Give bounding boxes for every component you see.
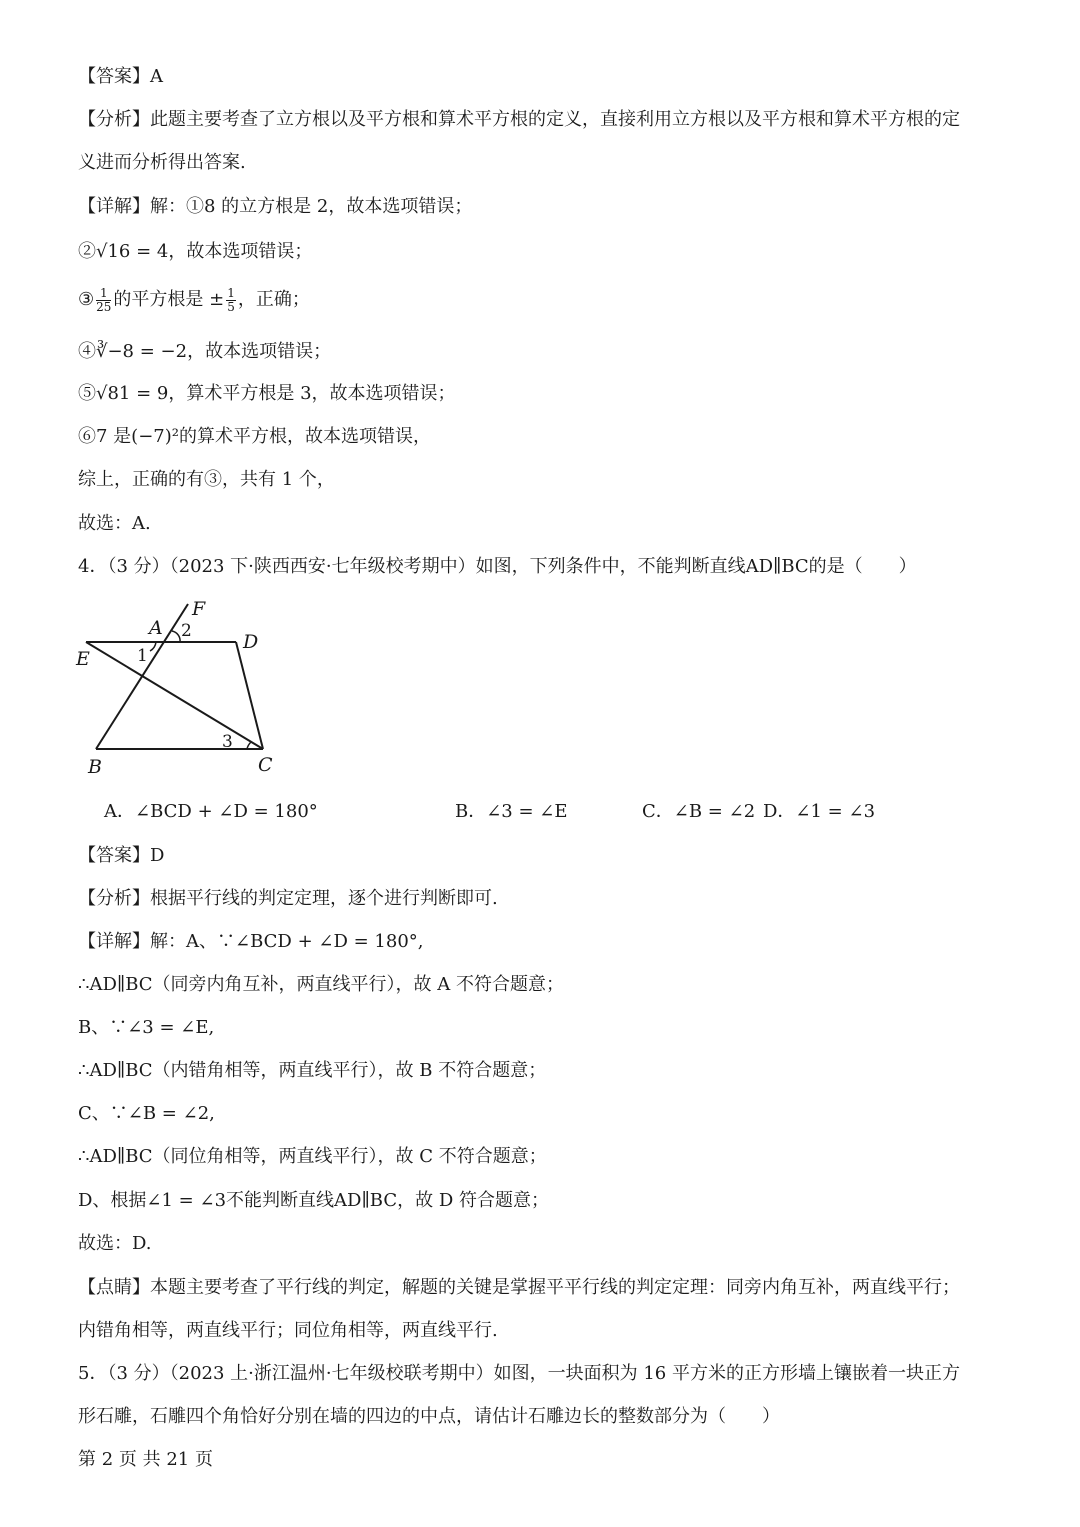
q3-detail-4: ④∛−8 = −2，故本选项错误； — [78, 341, 332, 362]
q4-detail-6: ∴AD∥BC（同位角相等，两直线平行），故 C 不符合题意； — [78, 1146, 547, 1167]
q3-choice: 故选：A. — [78, 513, 151, 534]
label-A: A — [149, 617, 163, 639]
q4-options — [0, 798, 1080, 826]
fraction-1-25 — [96, 287, 111, 314]
segment-EC — [86, 642, 263, 749]
q4-option-b: B．∠3 = ∠E — [455, 801, 568, 822]
angle-3-arc — [247, 742, 251, 749]
fraction-1-5 — [226, 287, 236, 314]
q4-choice: 故选：D. — [78, 1233, 152, 1254]
q4-detail-4: ∴AD∥BC（内错角相等，两直线平行），故 B 不符合题意； — [78, 1060, 547, 1081]
q3-detail-3 — [78, 286, 310, 314]
q4-option-d: D．∠1 = ∠3 — [763, 801, 876, 822]
q4-detail-7: D、根据∠1 = ∠3不能判断直线AD∥BC，故 D 符合题意； — [78, 1190, 549, 1211]
label-B: B — [88, 756, 102, 778]
fraction-denominator: 25 — [96, 299, 112, 314]
q5-question-line-2: 形石雕，石雕四个角恰好分别在墙的四边的中点，请估计石雕边长的整数部分为（ ） — [78, 1406, 780, 1427]
angle-2-arc — [172, 631, 180, 642]
q3-detail-2: ②√16 = 4，故本选项错误； — [78, 241, 313, 262]
label-angle-1: 1 — [137, 646, 148, 666]
q4-question: 4．（3 分）（2023 下·陕西西安·七年级校考期中）如图，下列条件中，不能判断直线AD∥BC的是（ ） — [78, 556, 917, 577]
q4-option-a: A．∠BCD + ∠D = 180° — [104, 801, 318, 822]
page-footer: 第 2 页 共 21 页 — [78, 1449, 213, 1470]
q3-analysis-line-2: 义进而分析得出答案. — [78, 152, 246, 173]
q3-detail-1: 【详解】解：①8 的立方根是 2，故本选项错误； — [78, 196, 473, 217]
label-E: E — [76, 648, 90, 670]
q5-question-line-1: 5．（3 分）（2023 上·浙江温州·七年级校联考期中）如图，一块面积为 16 平方米的正方形墙上镶嵌着一块正方 — [78, 1363, 960, 1384]
label-C: C — [258, 754, 273, 776]
q4-answer: 【答案】D — [78, 845, 165, 866]
q3-detail-6: ⑥7 是(−7)²的算术平方根，故本选项错误， — [78, 426, 431, 447]
q3-analysis-line-1: 【分析】此题主要考查了立方根以及平方根和算术平方根的定义，直接利用立方根以及平方根和算术平方根的定 — [78, 109, 960, 130]
q3-answer: 【答案】A — [78, 66, 163, 87]
label-F: F — [192, 598, 206, 620]
q4-detail-3: B、∵∠3 = ∠E, — [78, 1017, 215, 1038]
q4-detail-2: ∴AD∥BC（同旁内角互补，两直线平行），故 A 不符合题意； — [78, 974, 564, 995]
segment-BF — [96, 604, 188, 749]
q4-comment-2: 内错角相等，两直线平行；同位角相等，两直线平行. — [78, 1320, 498, 1341]
q4-option-c: C．∠B = ∠2 — [642, 801, 756, 822]
q3-detail-5: ⑤√81 = 9，算术平方根是 3，故本选项错误； — [78, 383, 456, 404]
q3-summary: 综上，正确的有③，共有 1 个， — [78, 469, 335, 490]
label-angle-2: 2 — [181, 621, 192, 641]
fraction-numerator: 1 — [96, 287, 111, 301]
fraction-numerator-2: 1 — [227, 285, 235, 300]
q4-detail-1: 【详解】解：A、∵∠BCD + ∠D = 180°, — [78, 931, 424, 952]
q4-analysis: 【分析】根据平行线的判定定理，逐个进行判断即可. — [78, 888, 498, 909]
q4-detail-5: C、∵∠B = ∠2, — [78, 1103, 215, 1124]
q3-detail-3-suffix: ，正确； — [237, 289, 310, 310]
angle-1-arc — [150, 642, 156, 651]
q3-detail-3-mid: 的平方根是 ± — [113, 289, 225, 310]
fraction-denominator-2: 5 — [227, 299, 235, 314]
q4-figure — [70, 598, 290, 783]
q4-comment-1: 【点睛】本题主要考查了平行线的判定，解题的关键是掌握平平行线的判定定理：同旁内角互补，两直线平行； — [78, 1277, 960, 1298]
label-angle-3: 3 — [222, 732, 233, 752]
segment-DC — [236, 642, 263, 749]
q3-detail-3-prefix: ③ — [78, 289, 95, 310]
label-D: D — [243, 631, 259, 653]
